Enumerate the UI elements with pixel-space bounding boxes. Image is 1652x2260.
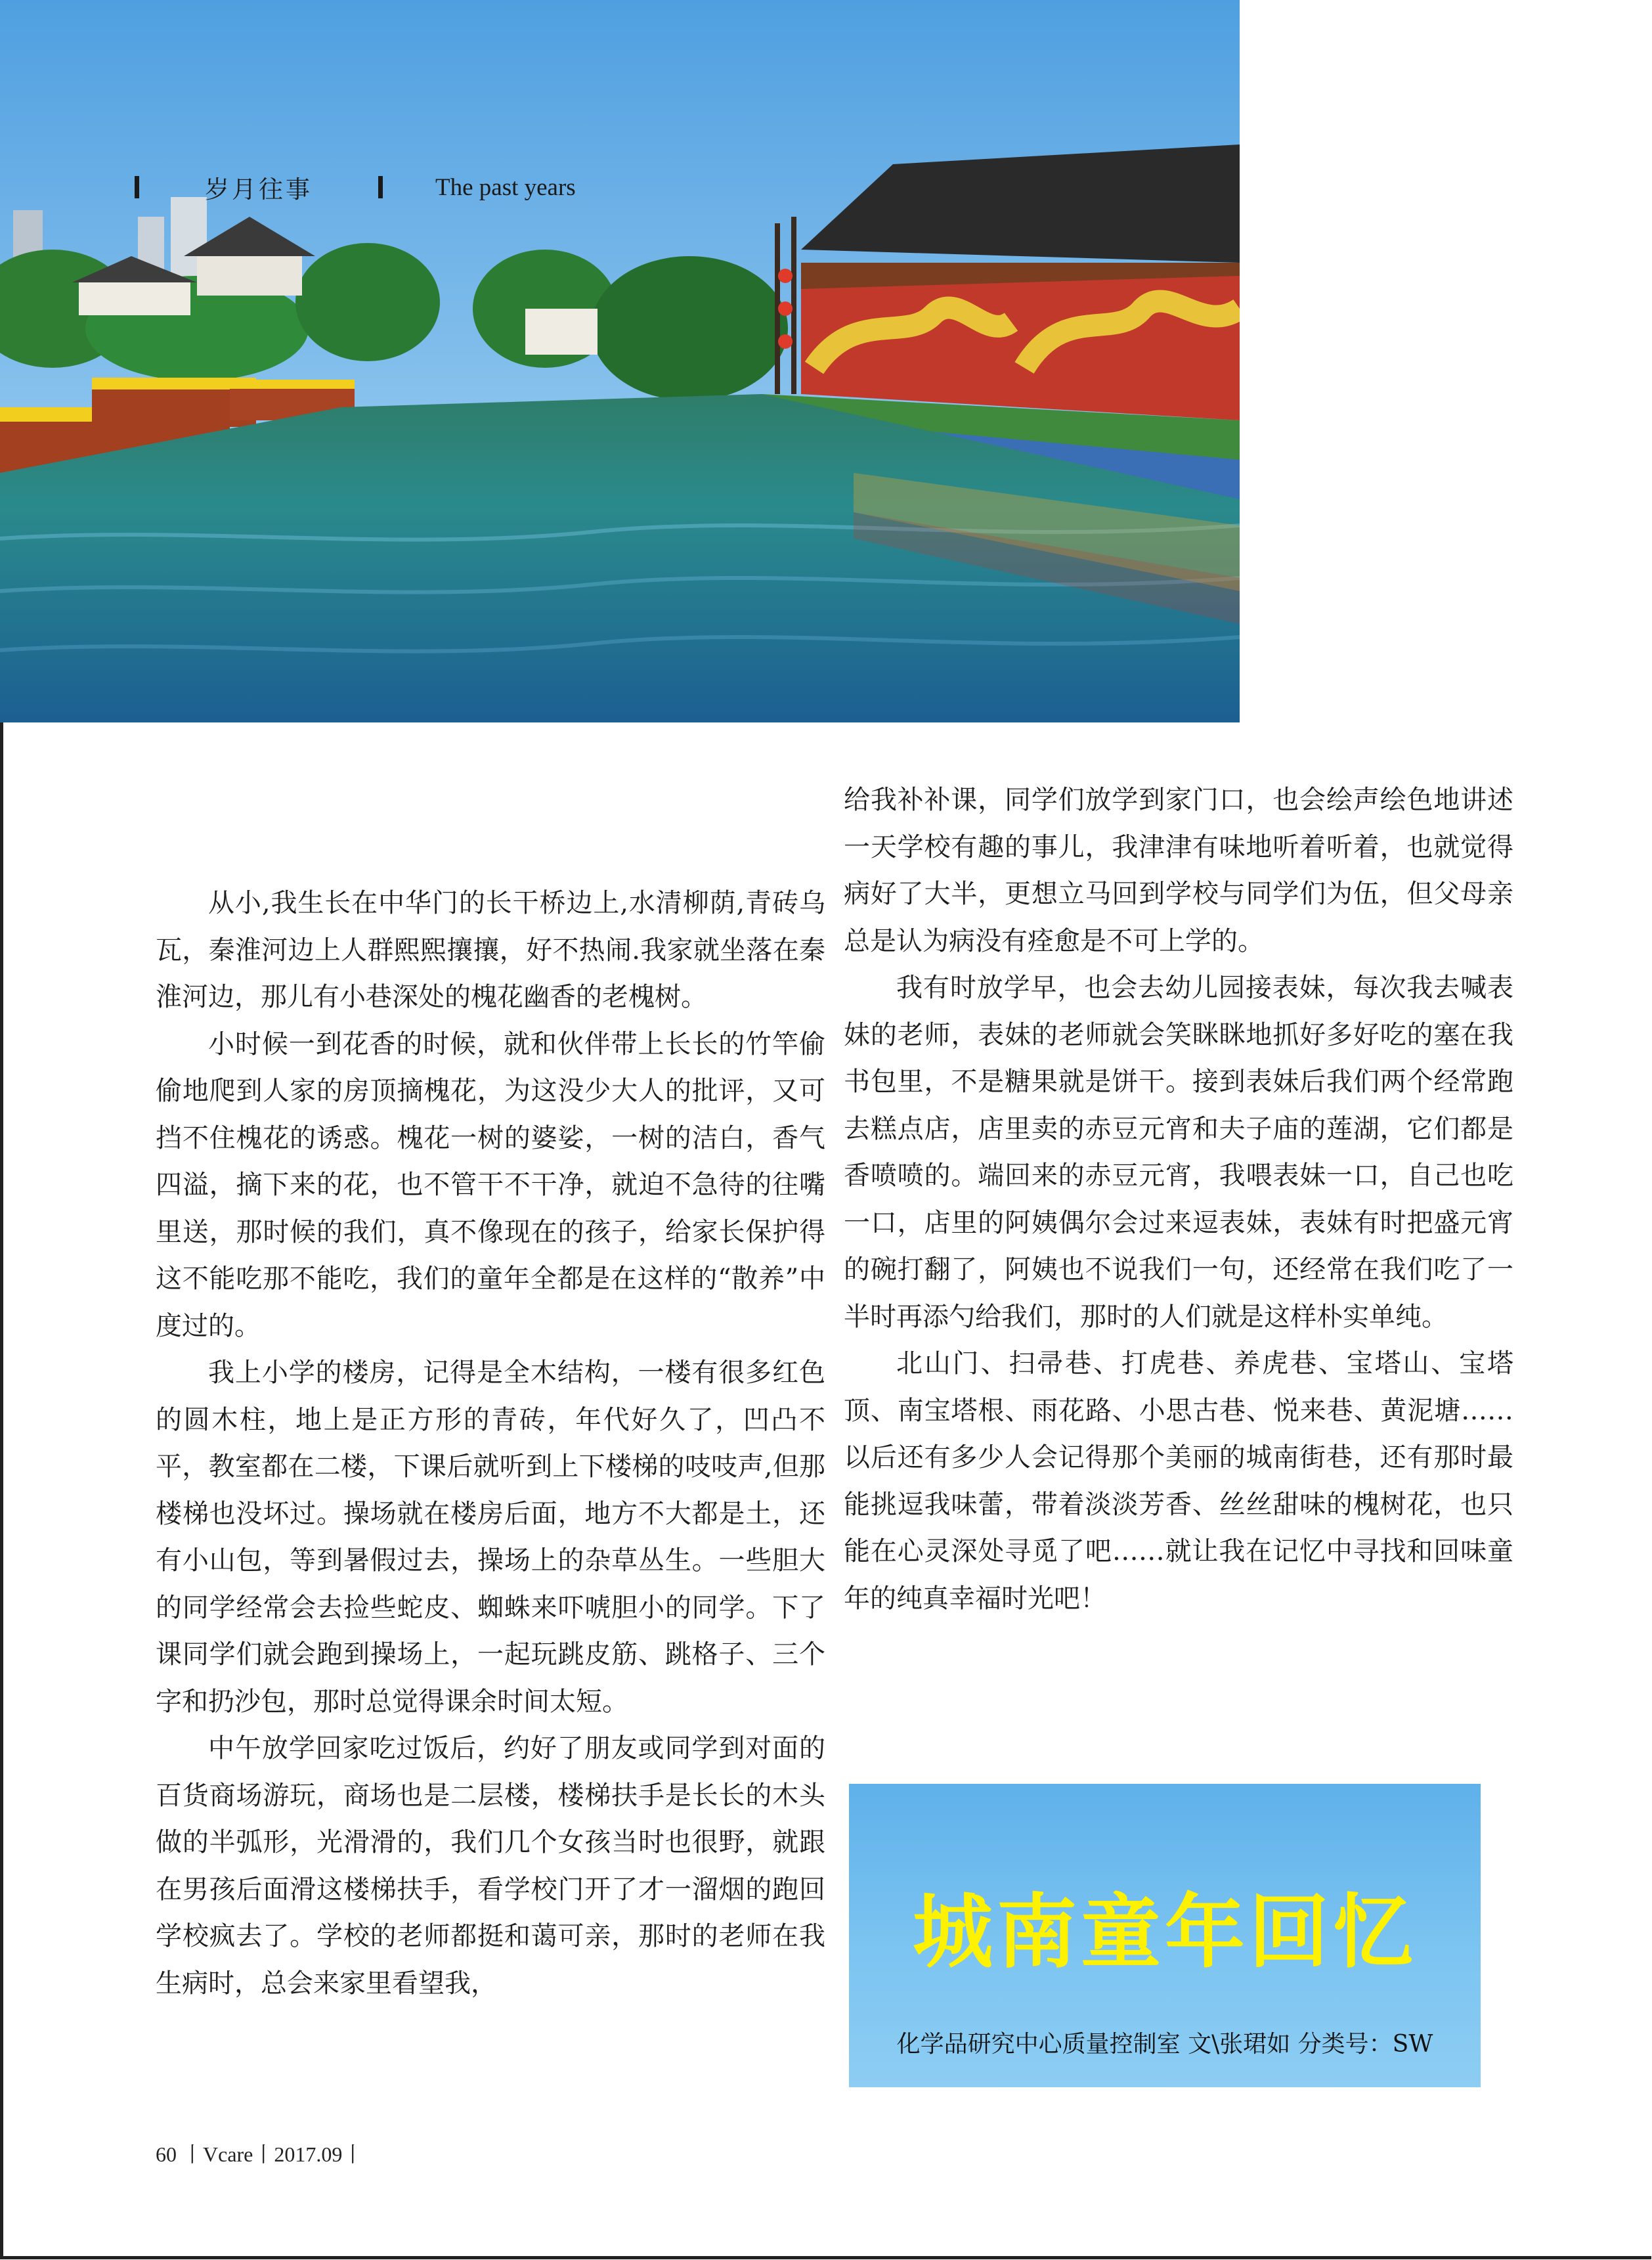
article-paragraph: 北山门、扫帚巷、打虎巷、养虎巷、宝塔山、宝塔顶、南宝塔根、雨花路、小思古巷、悦来巷、黄泥塘……以后还有多少人会记得那个美丽的城南街巷，还有那时最能挑逗我味蕾，带着淡淡芳香、丝丝甜味的槐树花，也只能在心灵深处寻觅了吧……就让我在记忆中寻找和回味童年的纯真幸福时光吧！: [844, 1348, 1513, 1614]
article-title: 城南童年回忆: [913, 1886, 1417, 1979]
page-folio: 60 丨Vcare丨2017.09丨: [156, 2142, 364, 2166]
section-title-zh: 岁月往事: [205, 175, 313, 204]
section-header: [135, 167, 576, 207]
article-paragraph: 中午放学回家吃过饭后，约好了朋友或同学到对面的百货商场游玩，商场也是二层楼，楼梯扶手是长长的木头做的半弧形，光滑滑的，我们几个女孩当时也很野，就跟在男孩后面滑这楼梯扶手，看学校门开了才一溜烟的跑回学校疯去了。学校的老师都挺和蔼可亲，那时的老师在我生病时，总会来家里看望我，: [156, 1733, 825, 1999]
hero-photo-illustration: [0, 0, 1240, 722]
article-column-right: [844, 777, 1513, 1622]
article-column-left: [156, 880, 825, 2007]
article-paragraph-continued: 给我补补课，同学们放学到家门口，也会绘声绘色地讲述一天学校有趣的事儿，我津津有味地听着听着，也就觉得病好了大半，更想立马回到学校与同学们为伍，但父母亲总是认为病没有痊愈是不可上学的。: [844, 785, 1513, 956]
article-title-box: [849, 1784, 1481, 2087]
hero-photo-qinhuai-river: [0, 0, 1240, 722]
section-title-en: The past years: [435, 173, 576, 201]
article-paragraph: 从小,我生长在中华门的长干桥边上,水清柳荫,青砖乌瓦，秦淮河边上人群熙熙攘攘，好不热闹.我家就坐落在秦淮河边，那儿有小巷深处的槐花幽香的老槐树。: [156, 888, 825, 1012]
header-divider: [378, 176, 383, 198]
article-paragraph: 我上小学的楼房，记得是全木结构，一楼有很多红色的圆木柱，地上是正方形的青砖，年代好久了，凹凸不平，教室都在二楼，下课后就听到上下楼梯的吱吱声,但那楼梯也没坏过。操场就在楼房后面，地方不大都是土，还有小山包，等到暑假过去，操场上的杂草丛生。一些胆大的同学经常会去捡些蛇皮、蜘蛛来吓唬胆小的同学。下了课同学们就会跑到操场上，一起玩跳皮筋、跳格子、三个字和扔沙包，那时总觉得课余时间太短。: [156, 1358, 825, 1717]
article-byline: 化学品研究中心质量控制室 文\张珺如 分类号：SW: [896, 2031, 1433, 2058]
header-divider: [135, 176, 139, 198]
article-paragraph: 我有时放学早，也会去幼儿园接表妹，每次我去喊表妹的老师，表妹的老师就会笑眯眯地抓好多好吃的塞在我书包里，不是糖果就是饼干。接到表妹后我们两个经常跑去糕点店，店里卖的赤豆元宵和夫子庙的莲湖，它们都是香喷喷的。端回来的赤豆元宵，我喂表妹一口，自己也吃一口，店里的阿姨偶尔会过来逗表妹，表妹有时把盛元宵的碗打翻了，阿姨也不说我们一句，还经常在我们吃了一半时再添勺给我们，那时的人们就是这样朴实单纯。: [844, 973, 1513, 1332]
article-paragraph: 小时候一到花香的时候，就和伙伴带上长长的竹竿偷偷地爬到人家的房顶摘槐花，为这没少大人的批评，又可挡不住槐花的诱惑。槐花一树的婆娑，一树的洁白，香气四溢，摘下来的花，也不管干不干净，就迫不急待的往嘴里送，那时候的我们，真不像现在的孩子，给家长保护得这不能吃那不能吃，我们的童年全都是在这样的“散养”中度过的。: [156, 1029, 825, 1341]
